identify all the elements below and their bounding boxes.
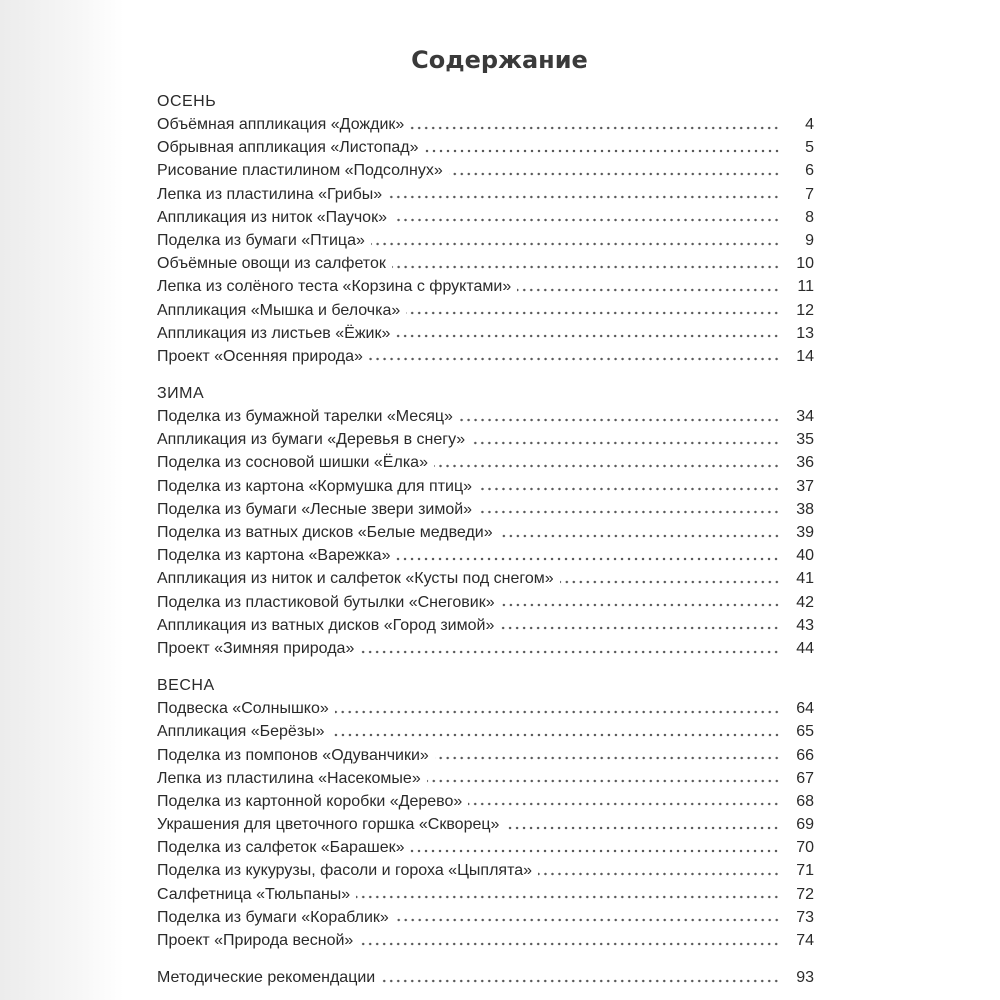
entry-label: Проект «Зимняя природа» [157, 639, 355, 657]
toc-entry [157, 836, 814, 859]
dot-leader [425, 149, 781, 153]
entry-label: Поделка из сосновой шишки «Ёлка» [157, 454, 428, 472]
section-heading: ВЕСНА [157, 677, 215, 695]
toc-entry [157, 299, 814, 322]
dot-leader [406, 311, 780, 315]
dot-leader [538, 872, 780, 876]
entry-label: Аппликация из бумаги «Деревья в снегу» [157, 431, 466, 449]
entry-page-number: 72 [796, 885, 814, 903]
dot-leader [501, 603, 780, 607]
toc-entry [157, 345, 814, 368]
entry-page-number: 68 [796, 792, 814, 810]
entry-label: Аппликация из листьев «Ёжик» [157, 324, 391, 342]
section-heading: ОСЕНЬ [157, 93, 217, 110]
page-gutter-shadow [0, 0, 124, 1000]
entry-page-number: 66 [796, 746, 814, 764]
toc-entry [157, 637, 814, 660]
entry-page-number: 74 [796, 932, 814, 949]
entry-label: Подвеска «Солнышко» [157, 700, 329, 718]
dot-leader [359, 942, 780, 946]
entry-label: Обрывная аппликация «Листопад» [157, 139, 419, 157]
entry-label: Поделка из кукурузы, фасоли и гороха «Цыплята» [157, 862, 533, 880]
toc-entry [157, 136, 814, 159]
toc-entry [157, 159, 814, 182]
entry-label: Объёмные овощи из салфеток [157, 255, 386, 273]
entry-label: Поделка из картона «Кормушка для птиц» [157, 477, 473, 495]
dot-leader [499, 534, 780, 538]
entry-label: Методические рекомендации [157, 969, 376, 987]
toc-entry [157, 275, 814, 298]
toc-entry [157, 451, 814, 474]
toc-entry [157, 428, 814, 451]
toc-entry [157, 521, 814, 544]
dot-leader [435, 756, 780, 760]
entry-label: Поделка из бумаги «Птица» [157, 231, 365, 249]
toc-entry [157, 859, 814, 882]
toc-entry [157, 183, 814, 206]
toc-entry [157, 498, 814, 521]
entry-page-number: 6 [805, 162, 814, 180]
entry-page-number: 93 [796, 969, 814, 987]
entry-label: Поделка из пластиковой бутылки «Снеговик» [157, 593, 495, 611]
section-heading: ЗИМА [157, 385, 205, 403]
dot-leader [459, 418, 780, 422]
toc-entry-methodology [157, 966, 814, 989]
entry-page-number: 42 [796, 593, 814, 611]
dot-leader [396, 334, 780, 338]
section-spacer [157, 368, 814, 382]
entry-label: Поделка из бумаги «Лесные звери зимой» [157, 500, 473, 518]
toc-entry [157, 475, 814, 498]
toc-entry [157, 744, 814, 767]
entry-page-number: 43 [796, 616, 814, 634]
dot-leader [395, 918, 780, 922]
entry-page-number: 38 [796, 500, 814, 518]
entry-page-number: 8 [805, 208, 814, 226]
entry-page-number: 73 [796, 908, 814, 926]
entry-page-number: 71 [796, 862, 814, 880]
dot-leader [371, 242, 780, 246]
entry-label: Поделка из картона «Варежка» [157, 547, 391, 565]
entry-page-number: 7 [805, 185, 814, 203]
dot-leader [517, 288, 780, 292]
toc-entry [157, 567, 814, 590]
dot-leader [560, 580, 780, 584]
toc-entry [157, 929, 814, 952]
entry-label: Аппликация из ватных дисков «Город зимой» [157, 616, 495, 634]
entry-page-number: 40 [796, 547, 814, 565]
dot-leader [478, 510, 780, 514]
section-spacer [157, 660, 814, 674]
entry-label: Аппликация из ниток и салфеток «Кусты под снегом» [157, 570, 554, 588]
dot-leader [369, 357, 780, 361]
toc-entry [157, 906, 814, 929]
entry-page-number: 69 [796, 816, 814, 834]
dot-leader [410, 849, 780, 853]
toc-entry [157, 614, 814, 637]
dot-leader [335, 710, 780, 714]
entry-page-number: 44 [796, 639, 814, 657]
entry-label: Проект «Осенняя природа» [157, 347, 363, 365]
toc-entry [157, 405, 814, 428]
dot-leader [427, 779, 780, 783]
entry-label: Проект «Природа весной» [157, 932, 354, 949]
entry-label: Украшения для цветочного горшка «Скворец» [157, 816, 500, 834]
dot-leader [360, 650, 780, 654]
section-spacer [157, 952, 814, 966]
entry-page-number: 4 [805, 116, 814, 133]
entry-label: Рисование пластилином «Подсолнух» [157, 162, 443, 180]
dot-leader [468, 802, 780, 806]
entry-label: Салфетница «Тюльпаны» [157, 885, 351, 903]
dot-leader [449, 172, 780, 176]
entry-page-number: 39 [796, 524, 814, 541]
entry-page-number: 12 [796, 301, 814, 319]
dot-leader [381, 979, 780, 983]
entry-page-number: 9 [805, 231, 814, 249]
entry-page-number: 36 [796, 454, 814, 472]
dot-leader [471, 441, 780, 445]
toc-section-winter [157, 382, 814, 660]
entry-label: Аппликация из ниток «Паучок» [157, 208, 387, 226]
toc-entry [157, 813, 814, 836]
toc-entry [157, 697, 814, 720]
toc-entry [157, 720, 814, 743]
dot-leader [393, 218, 780, 222]
entry-label: Лепка из пластилина «Насекомые» [157, 769, 421, 787]
dot-leader [356, 895, 780, 899]
entry-page-number: 10 [796, 255, 814, 273]
entry-label: Объёмная аппликация «Дождик» [157, 116, 405, 133]
page-title: Содержание [411, 46, 588, 74]
entry-label: Аппликация «Берёзы» [157, 723, 325, 741]
entry-label: Аппликация «Мышка и белочка» [157, 301, 401, 319]
entry-label: Лепка из пластилина «Грибы» [157, 185, 383, 203]
entry-page-number: 65 [796, 723, 814, 741]
toc-entry [157, 322, 814, 345]
toc-entry [157, 790, 814, 813]
entry-page-number: 11 [797, 278, 814, 296]
dot-leader [331, 733, 780, 737]
entry-page-number: 64 [796, 700, 814, 718]
entry-label: Поделка из помпонов «Одуванчики» [157, 746, 429, 764]
dot-leader [396, 557, 780, 561]
dot-leader [388, 195, 780, 199]
dot-leader [410, 126, 780, 130]
dot-leader [505, 826, 780, 830]
toc-entry [157, 229, 814, 252]
entry-page-number: 41 [796, 570, 814, 588]
toc-section-autumn [157, 90, 814, 368]
toc-entry [157, 767, 814, 790]
entry-label: Поделка из ватных дисков «Белые медведи» [157, 524, 493, 541]
dot-leader [478, 487, 780, 491]
entry-label: Лепка из солёного теста «Корзина с фруктами» [157, 278, 512, 296]
entry-page-number: 70 [796, 839, 814, 857]
dot-leader [500, 626, 780, 630]
toc-entry [157, 113, 814, 136]
dot-leader [434, 464, 780, 468]
table-of-contents [157, 44, 814, 989]
entry-label: Поделка из салфеток «Барашек» [157, 839, 405, 857]
toc-section-spring [157, 674, 814, 952]
toc-entry [157, 544, 814, 567]
toc-entry [157, 591, 814, 614]
toc-entry [157, 206, 814, 229]
entry-label: Поделка из бумаги «Кораблик» [157, 908, 389, 926]
entry-page-number: 67 [796, 769, 814, 787]
entry-page-number: 13 [796, 324, 814, 342]
toc-entry [157, 883, 814, 906]
toc-entry [157, 252, 814, 275]
entry-page-number: 34 [796, 408, 814, 426]
dot-leader [392, 265, 780, 269]
entry-page-number: 5 [805, 139, 814, 157]
entry-page-number: 35 [796, 431, 814, 449]
entry-label: Поделка из бумажной тарелки «Месяц» [157, 408, 453, 426]
entry-page-number: 14 [796, 347, 814, 365]
entry-page-number: 37 [796, 477, 814, 495]
entry-label: Поделка из картонной коробки «Дерево» [157, 792, 463, 810]
